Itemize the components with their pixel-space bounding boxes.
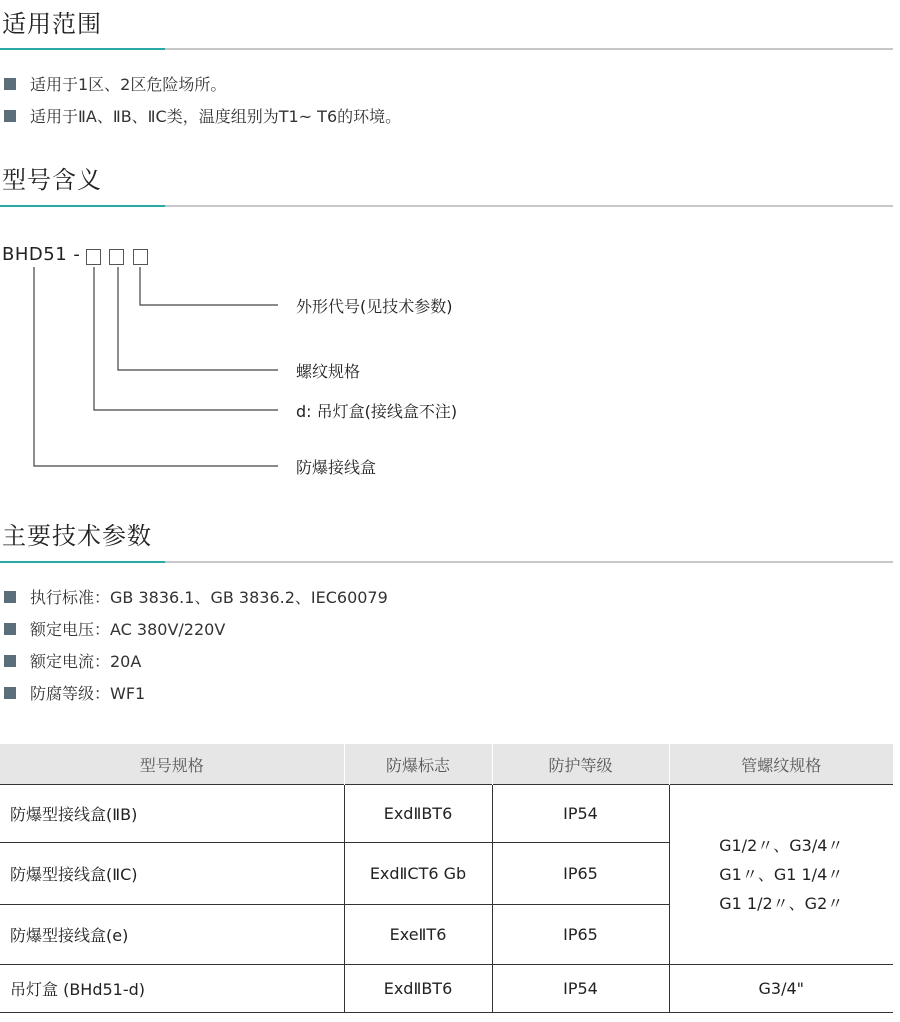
thread-line: G1 1/2〃、G2〃: [719, 894, 844, 913]
list-item: 防腐等级：WF1: [4, 681, 145, 704]
cell-ip: IP65: [492, 905, 669, 965]
cell-model: 防爆型接线盒(ⅡC): [0, 843, 344, 905]
header-model-spec: 型号规格: [0, 744, 344, 785]
square-bullet-icon: [4, 78, 16, 90]
specs-title: 主要技术参数: [2, 522, 152, 550]
table-row: [0, 785, 893, 843]
diagram-label-thread: 螺纹规格: [296, 362, 361, 381]
model-title: 型号含义: [2, 166, 102, 194]
header-protection-grade: 防护等级: [492, 744, 669, 785]
square-bullet-icon: [4, 687, 16, 699]
list-item: 适用于1区、2区危险场所。: [4, 72, 226, 95]
cell-model: 防爆型接线盒(e): [0, 905, 344, 965]
cell-ip: IP54: [492, 965, 669, 1013]
spec-table: [0, 744, 893, 1013]
scope-divider: [0, 48, 893, 50]
cell-ex-marking: ExeⅡT6: [344, 905, 492, 965]
square-bullet-icon: [4, 655, 16, 667]
table-header-row: [0, 744, 893, 785]
model-code-diagram: [0, 238, 600, 488]
square-bullet-icon: [4, 110, 16, 122]
thread-line: G1/2〃、G3/4〃: [719, 836, 844, 855]
diagram-label-junction-box: 防爆接线盒: [296, 458, 377, 477]
diagram-label-pendant-box: d: 吊灯盒(接线盒不注): [296, 402, 458, 421]
scope-title: 适用范围: [2, 10, 102, 38]
square-bullet-icon: [4, 591, 16, 603]
list-item: 额定电压：AC 380V/220V: [4, 617, 225, 640]
thread-line: G1〃、G1 1/4〃: [719, 865, 844, 884]
diagram-label-shape-code: 外形代号(见技术参数): [296, 297, 453, 316]
table-row: [0, 965, 893, 1013]
specs-divider: [0, 561, 893, 563]
cell-ex-marking: ExdⅡBT6: [344, 785, 492, 843]
square-bullet-icon: [4, 623, 16, 635]
cell-model: 防爆型接线盒(ⅡB): [0, 785, 344, 843]
cell-thread-merged: [669, 785, 893, 965]
cell-thread: G3/4": [669, 965, 893, 1013]
list-item: 额定电流：20A: [4, 649, 141, 672]
cell-ip: IP65: [492, 843, 669, 905]
cell-ip: IP54: [492, 785, 669, 843]
cell-model: 吊灯盒 (BHd51-d): [0, 965, 344, 1013]
cell-ex-marking: ExdⅡBT6: [344, 965, 492, 1013]
model-code-prefix: BHD51 -: [2, 244, 81, 265]
list-item: 执行标准：GB 3836.1、GB 3836.2、IEC60079: [4, 585, 388, 608]
model-divider: [0, 205, 893, 207]
list-item: 适用于ⅡA、ⅡB、ⅡC类，温度组别为T1~ T6的环境。: [4, 104, 401, 127]
header-ex-marking: 防爆标志: [344, 744, 492, 785]
header-pipe-thread: 管螺纹规格: [669, 744, 893, 785]
cell-ex-marking: ExdⅡCT6 Gb: [344, 843, 492, 905]
